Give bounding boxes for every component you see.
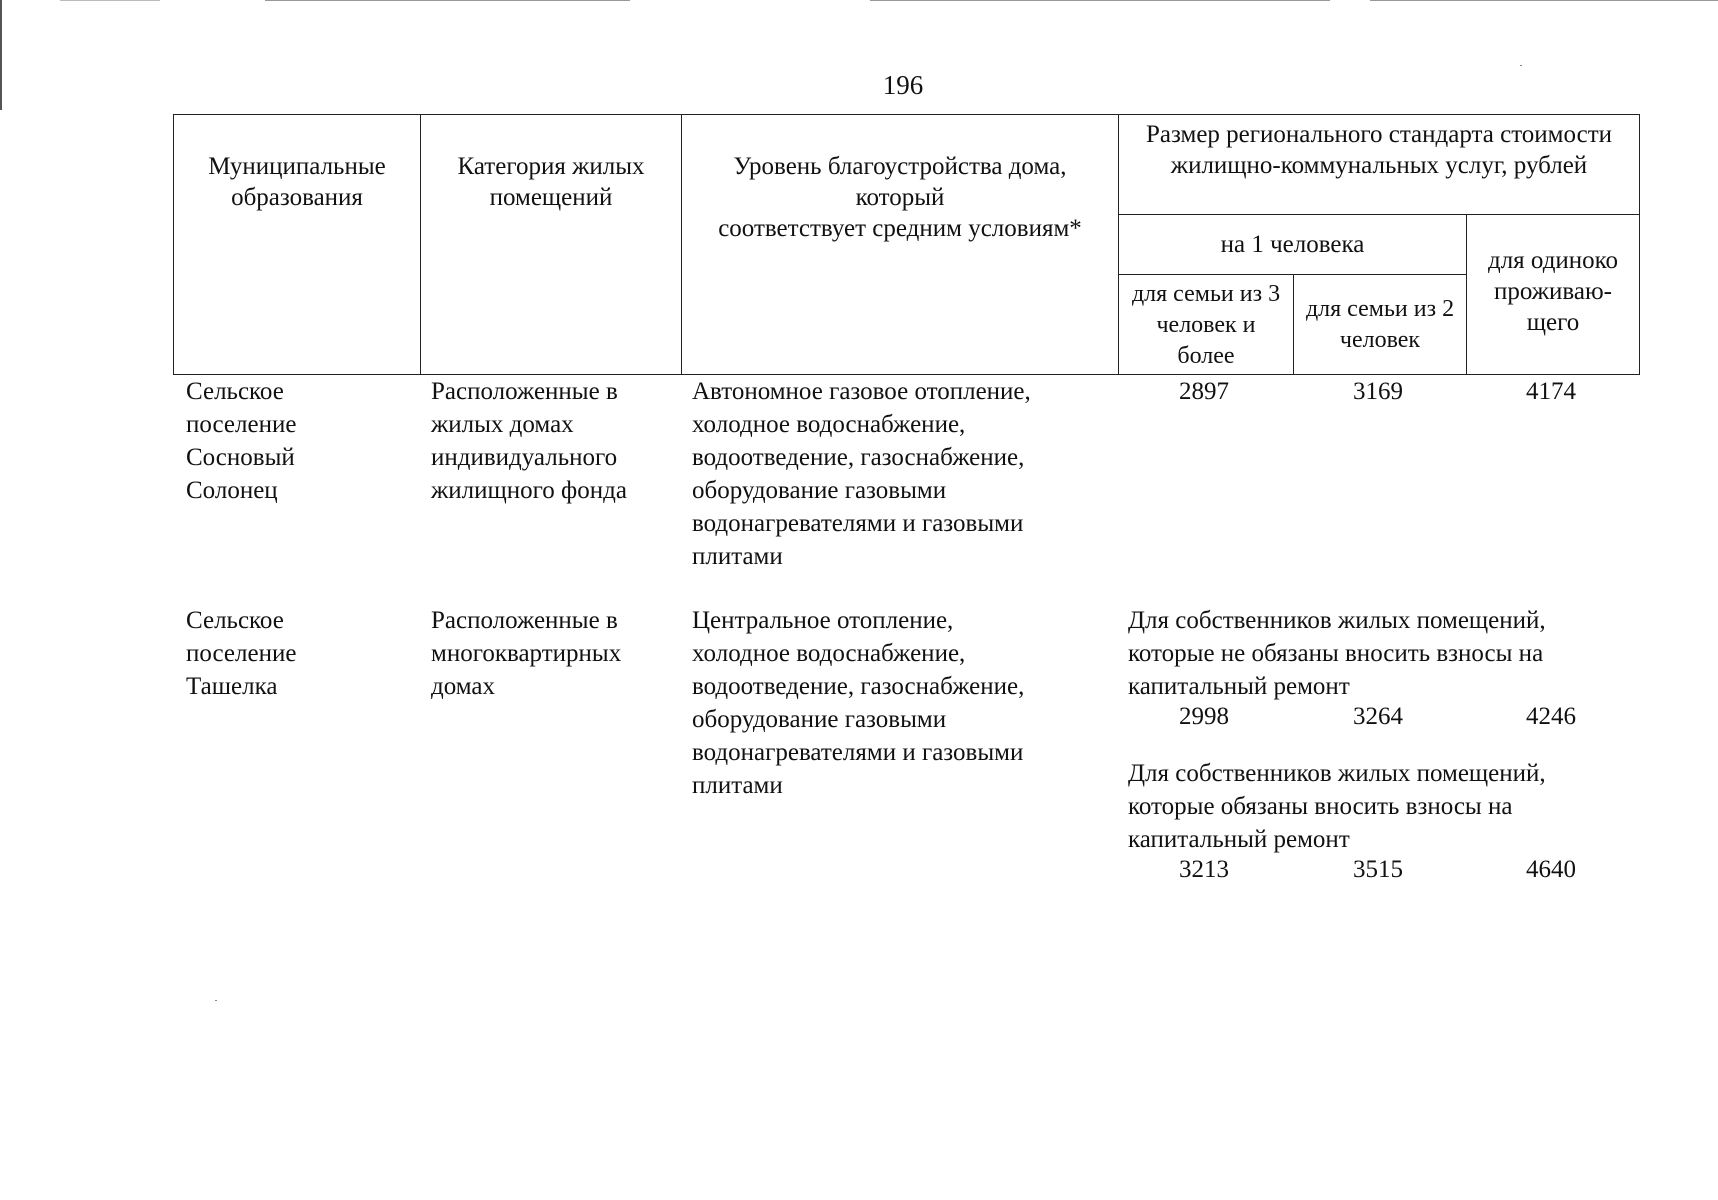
scan-edge-line (60, 0, 160, 1)
row2-group1-value-single: 4246 (1526, 703, 1576, 730)
scan-edge-line (870, 0, 1330, 1)
header-standard: Размер регионального стандарта стоимости жилищно-коммунальных услуг, рублей (1119, 115, 1640, 215)
row2-group1-value-family2: 3264 (1353, 703, 1403, 730)
header-single: для одиноко проживаю-щего (1467, 215, 1640, 375)
scan-edge-line (265, 0, 630, 1)
row1-municipality: Сельское поселение Сосновый Солонец (186, 378, 297, 504)
row2-group2-value-family3: 3213 (1179, 856, 1229, 883)
header-level: Уровень благоустройства дома, который соответствует средним условиям* (682, 115, 1119, 375)
row2-group2-note: Для собственников жилых помещений, которые обязаны вносить взносы на капитальный ремонт (1128, 760, 1546, 853)
row2-group2-value-family2: 3515 (1353, 856, 1403, 883)
header-family3: для семьи из 3 человек и более (1119, 275, 1294, 375)
row1-value-single: 4174 (1526, 378, 1576, 405)
header-municipalities: Муниципальные образования (174, 115, 421, 375)
row1-level: Автономное газовое отопление, холодное водоснабжение, водоотведение, газоснабжение, оборудование газовыми водонагревателями и газовыми плитами (692, 378, 1031, 570)
scan-speck (1520, 65, 1522, 66)
row1-category: Расположенные в жилых домах индивидуального жилищного фонда (431, 378, 627, 504)
row2-group1-note: Для собственников жилых помещений, которые не обязаны вносить взносы на капитальный ремонт (1128, 607, 1546, 700)
row2-group2-value-single: 4640 (1526, 856, 1576, 883)
row1-value-family3: 2897 (1179, 378, 1229, 405)
row2-municipality: Сельское поселение Ташелка (186, 607, 297, 700)
scan-edge-line (1370, 0, 1718, 1)
header-per-person: на 1 человека (1119, 215, 1467, 275)
header-category: Категория жилых помещений (421, 115, 682, 375)
table-header (173, 114, 1640, 375)
scan-speck (215, 1000, 217, 1001)
row2-level: Центральное отопление, холодное водоснабжение, водоотведение, газоснабжение, оборудование газовыми водонагревателями и газовыми плитами (692, 607, 1025, 799)
row1-value-family2: 3169 (1353, 378, 1403, 405)
row2-category: Расположенные в многоквартирных домах (431, 607, 622, 700)
row2-group1-value-family3: 2998 (1179, 703, 1229, 730)
header-family2: для семьи из 2 человек (1294, 275, 1467, 375)
page-number: 196 (882, 70, 924, 100)
